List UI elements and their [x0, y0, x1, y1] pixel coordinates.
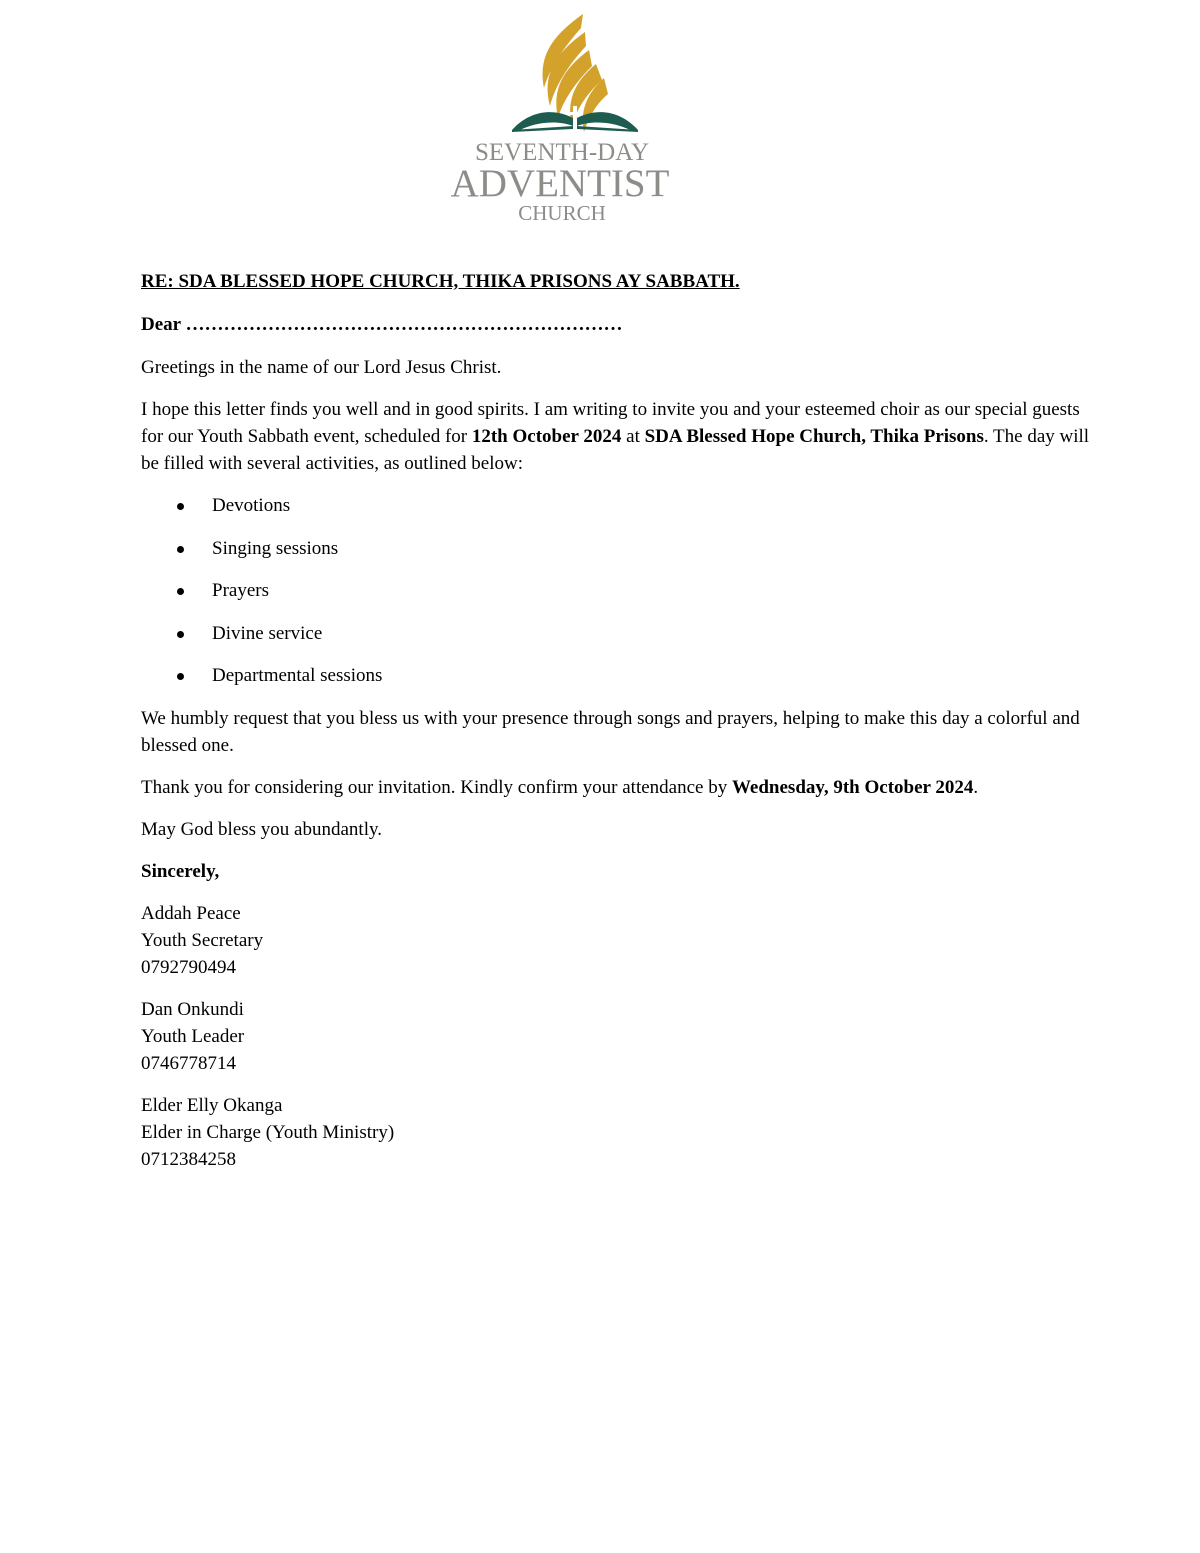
logo-line-1: SEVENTH-DAY [474, 139, 650, 166]
logo-line-2: ADVENTIST [450, 162, 670, 205]
thanks-text-1: Thank you for considering our invitation. Kindly confirm your attendance by [141, 776, 732, 798]
signatory-name: Elder Elly Okanga [141, 1094, 283, 1116]
flame-book-icon [440, 8, 680, 230]
activity-item: Singing sessions [141, 535, 1101, 562]
intro-text-1: I hope this letter finds you well and in good spirits. I am writing to invite you and your esteemed choir as our special guests for our Youth Sabbath event, scheduled for [141, 399, 1080, 447]
church-logo [440, 8, 680, 230]
thanks-text-2: . [973, 776, 979, 798]
event-date: 12th October 2024 [471, 426, 622, 447]
signatory-name: Dan Onkundi [141, 998, 244, 1020]
blessing: May God bless you abundantly. [141, 818, 382, 840]
letter-body [141, 268, 1101, 1188]
activity-item: Departmental sessions [141, 662, 1101, 689]
activity-item: Devotions [141, 492, 1101, 519]
signatory-block [141, 1092, 1101, 1173]
thanks-paragraph [141, 774, 1101, 801]
request-paragraph: We humbly request that you bless us with your presence through songs and prayers, helping to make this day a colorful and blessed one. [141, 707, 1080, 756]
intro-paragraph [141, 396, 1101, 477]
event-venue: SDA Blessed Hope Church, Thika Prisons [644, 426, 984, 447]
signatory-role: Elder in Charge (Youth Ministry) [141, 1121, 395, 1143]
activities-list [141, 492, 1101, 689]
letter-subject: RE: SDA BLESSED HOPE CHURCH, THIKA PRISONS AY SABBATH. [141, 271, 740, 292]
signatory-block [141, 900, 1101, 981]
signatory-role: Youth Secretary [141, 929, 264, 951]
activity-item: Prayers [141, 577, 1101, 604]
intro-text-3: . The day will be filled with several activities, as outlined below: [141, 426, 1090, 474]
signatory-name: Addah Peace [141, 902, 241, 924]
closing: Sincerely, [141, 860, 220, 882]
signatory-phone: 0746778714 [141, 1052, 236, 1074]
signatory-block [141, 996, 1101, 1077]
signatory-phone: 0712384258 [141, 1148, 236, 1170]
signatory-phone: 0792790494 [141, 956, 236, 978]
salutation: Dear …………………………………………………………… [141, 314, 623, 335]
activity-item: Divine service [141, 620, 1101, 647]
greeting: Greetings in the name of our Lord Jesus Christ. [141, 357, 502, 378]
signatory-role: Youth Leader [141, 1025, 245, 1047]
logo-line-3: CHURCH [518, 201, 606, 225]
intro-text-2: at [621, 426, 645, 447]
confirm-deadline: Wednesday, 9th October 2024 [731, 776, 974, 798]
